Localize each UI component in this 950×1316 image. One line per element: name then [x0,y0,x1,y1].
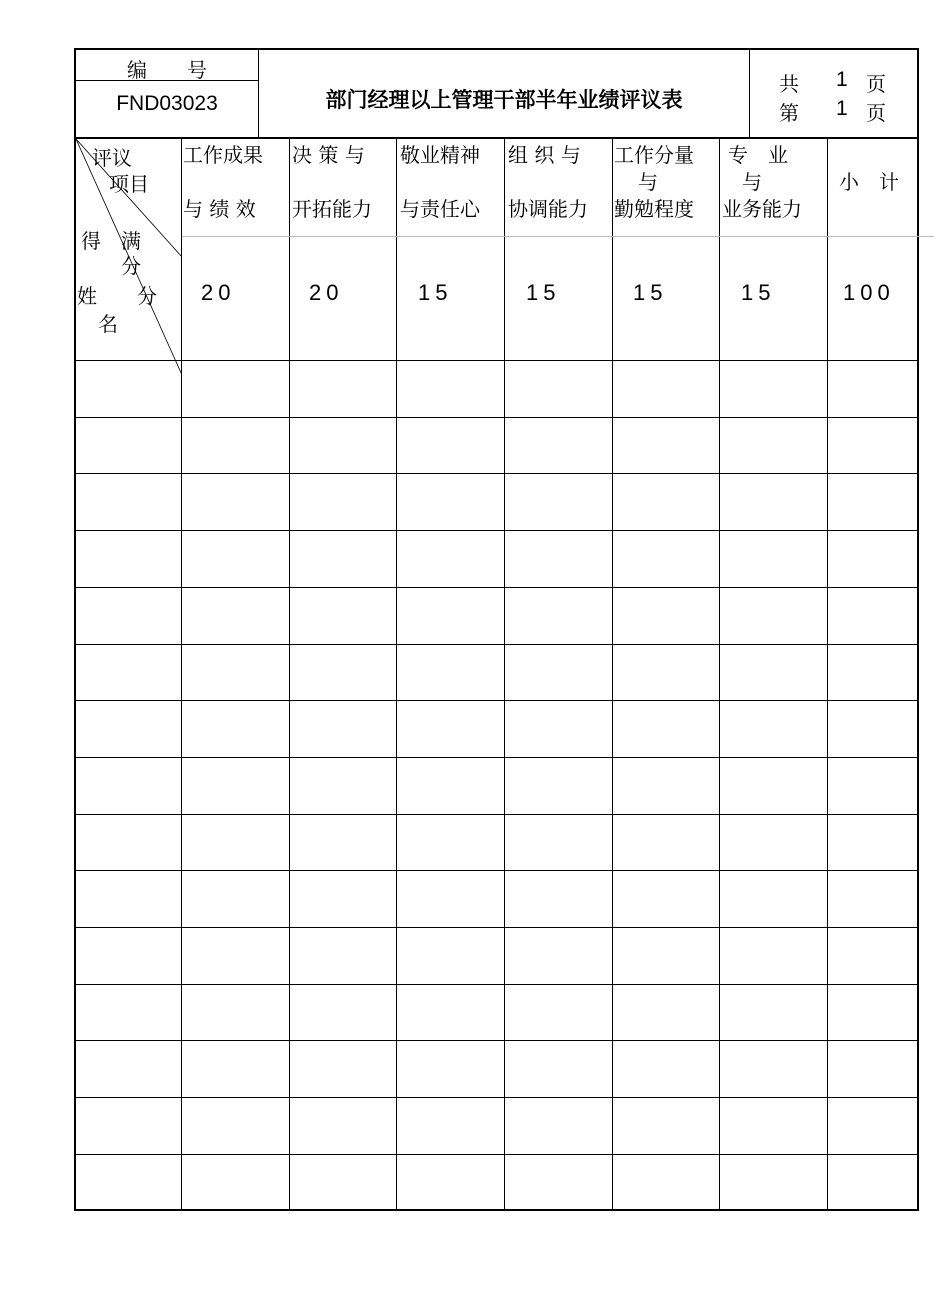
total-pages-label: 共 [779,72,799,96]
col-header-line3: 勤勉程度 [614,197,694,221]
current-page-value: 1 [836,97,848,120]
col-header-subtotal [839,142,917,196]
form-number-label: 编 号 [127,58,207,82]
col-header-line2 [183,169,289,196]
full-score-organization: 15 [526,280,561,305]
col-header-workload [614,142,718,223]
col-header-dedication [400,142,504,223]
full-score-subtotal: 100 [843,280,895,305]
col-header-line3: 与 绩 效 [183,197,256,221]
col-header-line2: 小 计 [839,170,899,194]
column-line [504,138,505,1210]
col-header-line1: 敬业精神 [400,143,480,167]
row-line [75,757,918,758]
diagonal-item-label-1: 评议 [92,146,132,170]
diagonal-score-label: 分 [137,284,157,308]
form-number: FND03023 [116,92,218,115]
col-header-line3: 协调能力 [508,197,588,221]
col-header-line2: 与 [638,170,658,194]
diagonal-full-label-1: 得 满 [81,229,141,253]
row-line [75,927,918,928]
full-score-workload: 15 [633,280,668,305]
column-line [719,138,720,1210]
diagonal-item-label-2: 项目 [109,172,149,196]
col-header-line1 [839,142,917,169]
col-header-work-results [183,142,289,223]
col-header-organization [508,142,612,223]
current-page-unit: 页 [866,101,886,125]
full-score-expertise: 15 [741,280,776,305]
row-line [75,587,918,588]
col-header-line1: 工作成果 [183,143,263,167]
diagonal-name-label-1: 姓 [77,284,97,308]
col-header-line2 [292,169,396,196]
col-header-line1: 组 织 与 [508,143,581,167]
form-title: 部门经理以上管理干部半年业绩评议表 [325,88,683,112]
col-header-line3: 与责任心 [400,197,480,221]
total-pages-unit: 页 [866,72,886,96]
col-header-line2 [508,169,612,196]
col-header-line2 [400,169,504,196]
row-line [75,700,918,701]
row-line [75,1154,918,1155]
full-score-dedication: 15 [418,280,453,305]
row-line [75,644,918,645]
diagonal-full-label-2: 分 [121,254,141,278]
row-line [75,417,918,418]
col-header-line3: 业务能力 [722,197,802,221]
col-header-line1: 工作分量 [614,143,694,167]
col-header-line1: 决 策 与 [292,143,365,167]
row-line [75,870,918,871]
col-header-decision [292,142,396,223]
column-line [396,138,397,1210]
row-line [75,473,918,474]
col-header-expertise [722,142,826,223]
header-divider-right [749,48,750,138]
column-line [827,138,828,1210]
row-line [75,814,918,815]
column-line [612,138,613,1210]
row-line [75,984,918,985]
diagonal-name-label-2: 名 [98,312,118,336]
col-header-line3: 开拓能力 [292,197,372,221]
col-header-line2: 与 [742,170,762,194]
full-score-work-results: 20 [201,280,236,305]
row-line [75,360,918,361]
current-page-label: 第 [779,101,799,125]
full-score-decision: 20 [309,280,344,305]
row-line [75,1097,918,1098]
total-pages-value: 1 [836,68,848,91]
col-header-line1: 专 业 [728,143,788,167]
row-line [75,1040,918,1041]
row-line [75,530,918,531]
column-line [289,138,290,1210]
subheader-divider [182,236,934,237]
header-divider [74,137,919,139]
